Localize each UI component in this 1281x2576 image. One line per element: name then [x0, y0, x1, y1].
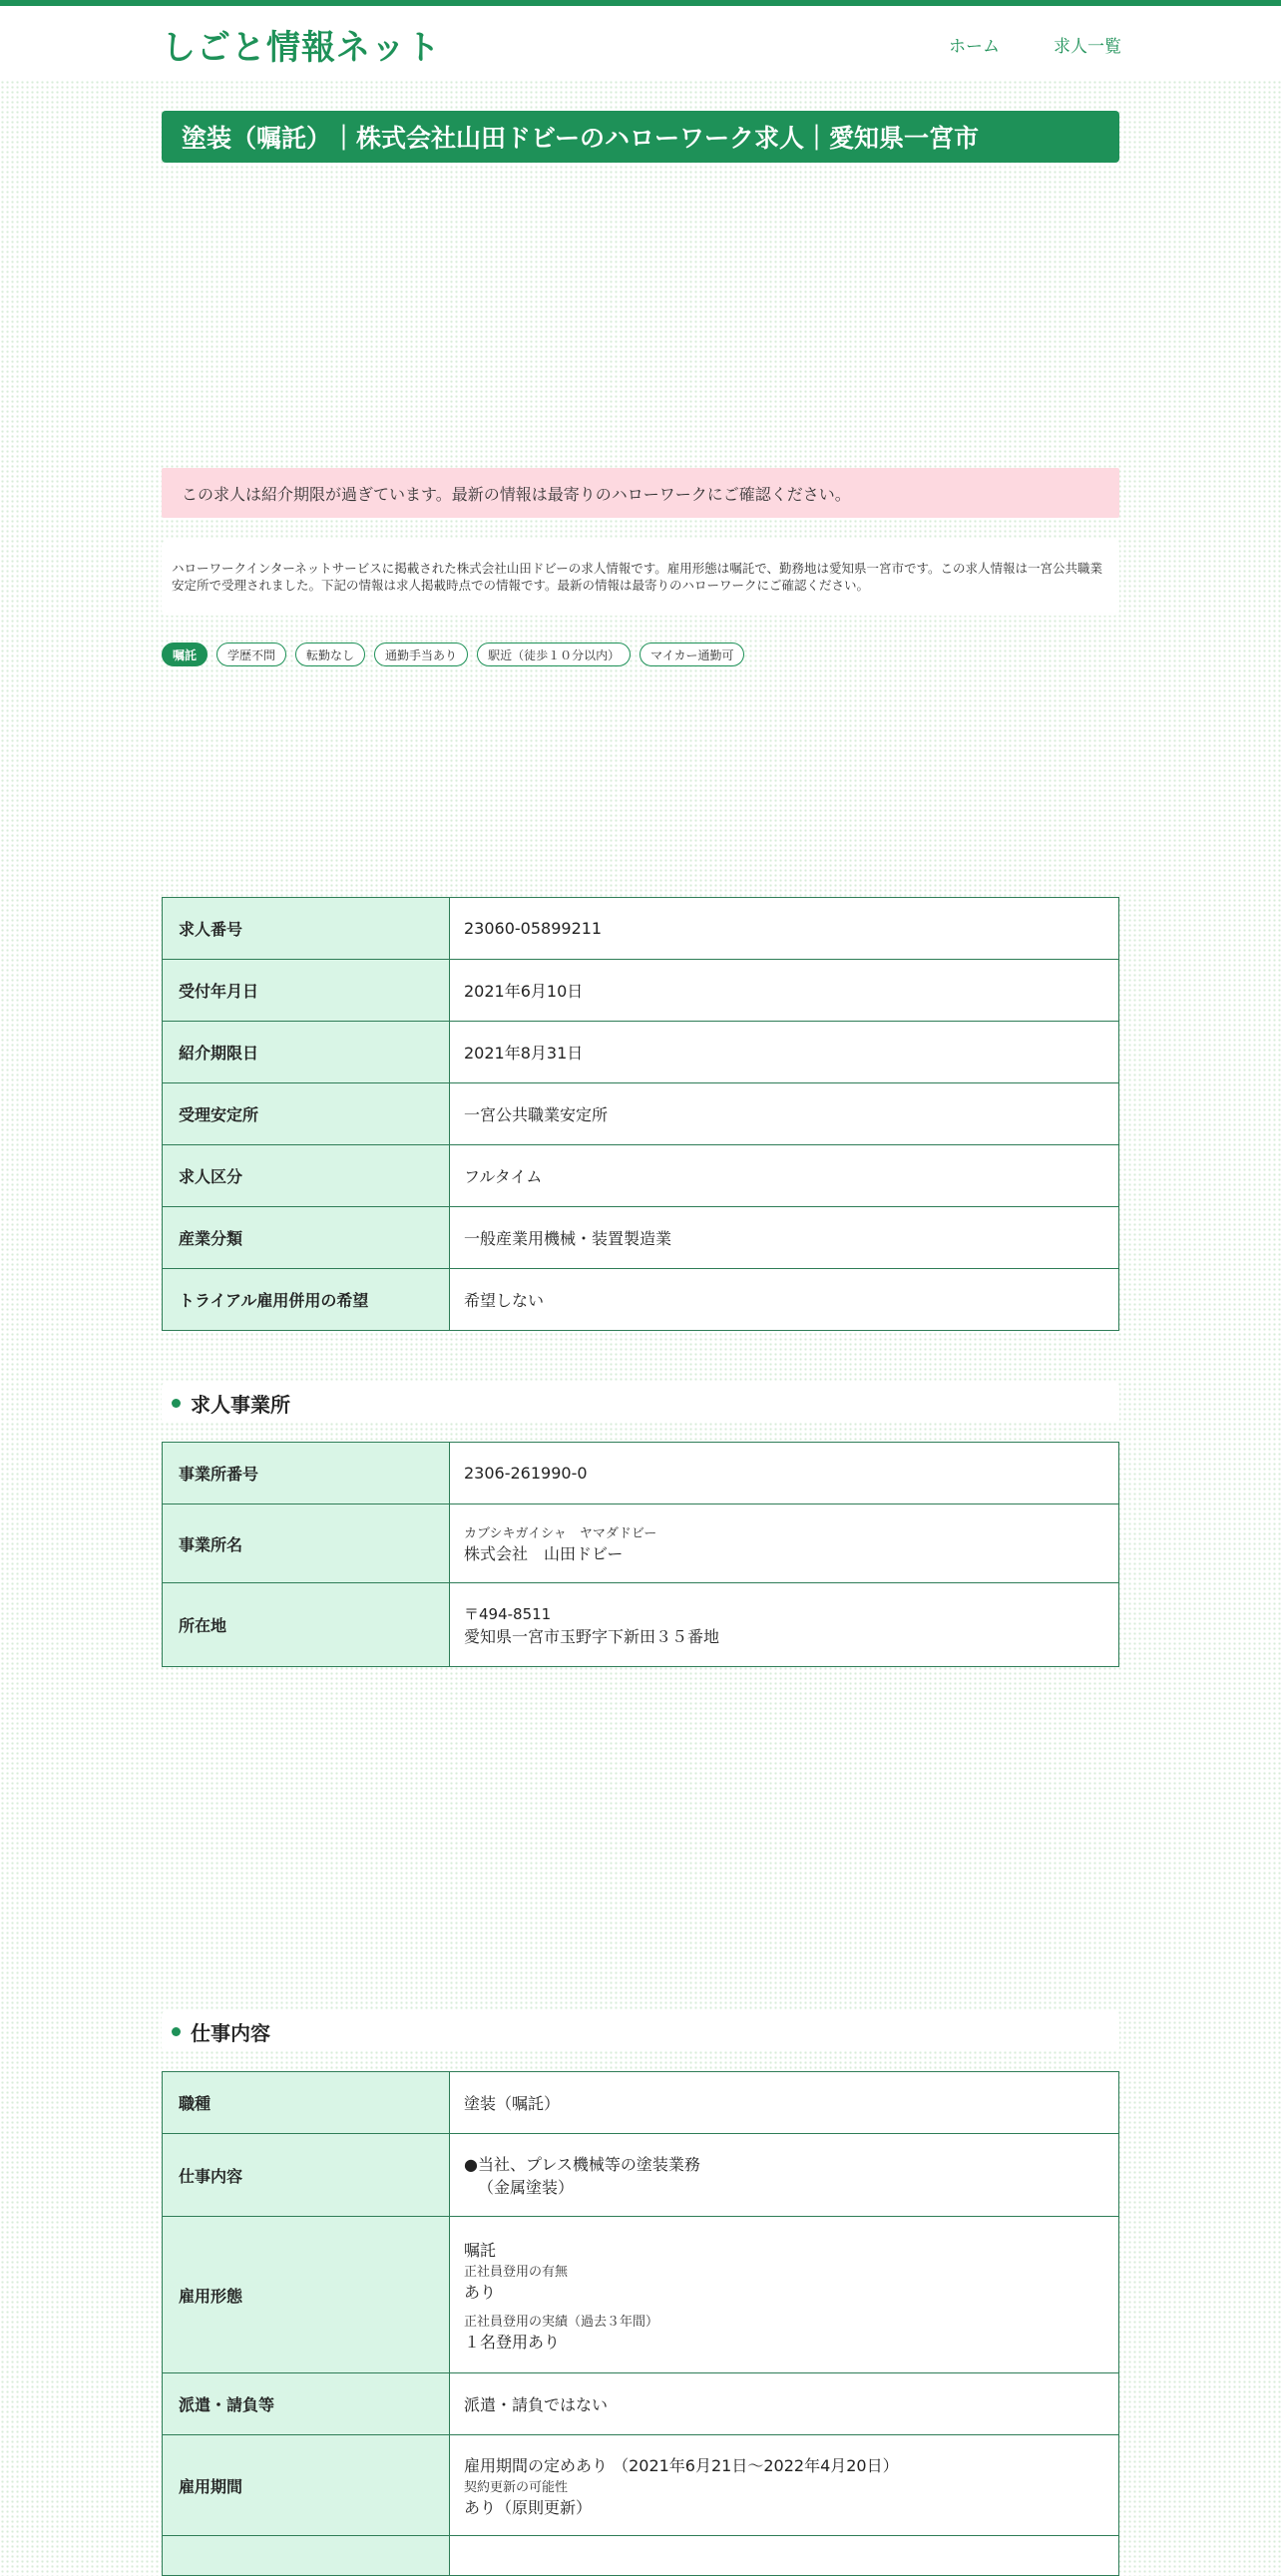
table-row — [163, 2373, 1119, 2435]
row-label: 派遣・請負等 — [163, 2373, 450, 2435]
dispatch-value: 派遣・請負ではない — [450, 2373, 1119, 2435]
regular-record-label: 正社員登用の実績（過去３年間） — [464, 2314, 659, 2330]
job-section-heading — [162, 2011, 1119, 2051]
regular-label: 正社員登用の有無 — [464, 2264, 569, 2280]
office-name-cell — [450, 1504, 1119, 1583]
bullet-dot-icon — [172, 2027, 181, 2036]
table-row — [163, 960, 1119, 1022]
row-label: 受付年月日 — [163, 960, 450, 1022]
table-row — [163, 1022, 1119, 1083]
employer-table — [162, 1442, 1119, 1667]
office-number: 2306-261990-0 — [450, 1443, 1119, 1504]
basic-info-table-wrap — [162, 897, 1119, 1331]
expired-alert: この求人は紹介期限が過ぎています。最新の情報は最寄りのハローワークにご確認ください。 — [162, 468, 1119, 518]
renewal-value: あり（原則更新） — [464, 2497, 593, 2517]
bullet-dot-icon — [172, 1399, 181, 1408]
row-value: フルタイム — [450, 1145, 1119, 1207]
row-value — [450, 2536, 1119, 2576]
row-value: 23060-05899211 — [450, 898, 1119, 960]
intro-text: ハローワークインターネットサービスに掲載された株式会社山田ドビーの求人情報です。雇用形態は嘱託で、勤務地は愛知県一宮市です。この求人情報は一宮公共職業安定所で受理されました。下記の情報は求人掲載時点での情報です。最新の情報は最寄りのハローワークにご確認ください。 — [162, 540, 1119, 616]
table-row — [163, 2217, 1119, 2373]
row-value: 一宮公共職業安定所 — [450, 1083, 1119, 1145]
row-label: トライアル雇用併用の希望 — [163, 1269, 450, 1331]
section-heading-text: 仕事内容 — [191, 2020, 270, 2045]
row-value: 希望しない — [450, 1269, 1119, 1331]
nav-job-list-link[interactable]: 求人一覧 — [1054, 37, 1121, 57]
row-label: 事業所名 — [163, 1504, 450, 1583]
site-logo[interactable]: しごと情報ネット — [162, 28, 441, 68]
row-label: 産業分類 — [163, 1207, 450, 1269]
table-row — [163, 2435, 1119, 2536]
tag-list — [162, 643, 1119, 666]
tag-item: 駅近（徒歩１０分以内） — [477, 643, 631, 666]
site-header — [0, 6, 1281, 80]
tag-item: 転勤なし — [295, 643, 365, 666]
table-row — [163, 1207, 1119, 1269]
table-row — [163, 1504, 1119, 1583]
employment-type: 嘱託 — [464, 2240, 497, 2260]
tag-item: 通勤手当あり — [374, 643, 468, 666]
table-row — [163, 2072, 1119, 2134]
table-row — [163, 2536, 1119, 2576]
row-label: 職種 — [163, 2072, 450, 2134]
office-name: 株式会社 山田ドビー — [464, 1544, 624, 1563]
main-nav — [949, 32, 1121, 57]
row-label — [163, 2536, 450, 2576]
row-label: 事業所番号 — [163, 1443, 450, 1504]
section-heading-text: 求人事業所 — [191, 1392, 290, 1417]
regular-record-value: １名登用あり — [464, 2332, 561, 2352]
job-content-line: ●当社、プレス機械等の塗装業務 — [464, 2155, 700, 2174]
address: 愛知県一宮市玉野字下新田３５番地 — [464, 1626, 720, 1646]
period-cell — [450, 2435, 1119, 2536]
job-table — [162, 2071, 1119, 2576]
postal-code: 〒494-8511 — [464, 1604, 552, 1623]
table-row — [163, 898, 1119, 960]
renewal-label: 契約更新の可能性 — [464, 2479, 569, 2495]
nav-home-link[interactable]: ホーム — [949, 37, 1000, 57]
employer-section-heading — [162, 1383, 1119, 1423]
row-label: 雇用期間 — [163, 2435, 450, 2536]
employer-table-wrap — [162, 1442, 1119, 1667]
page-title: 塗装（嘱託）｜株式会社山田ドビーのハローワーク求人｜愛知県一宮市 — [162, 111, 1119, 163]
table-row — [163, 2134, 1119, 2217]
job-table-wrap — [162, 2071, 1119, 2576]
tag-item: 嘱託 — [162, 643, 208, 666]
regular-value: あり — [464, 2282, 497, 2302]
office-name-kana: カブシキガイシャ ヤマダドビー — [464, 1526, 657, 1541]
row-label: 求人区分 — [163, 1145, 450, 1207]
table-row — [163, 1443, 1119, 1504]
row-value: 2021年8月31日 — [450, 1022, 1119, 1083]
table-row — [163, 1083, 1119, 1145]
table-row — [163, 1145, 1119, 1207]
tag-item: マイカー通勤可 — [640, 643, 744, 666]
employment-cell — [450, 2217, 1119, 2373]
job-type: 塗装（嘱託） — [450, 2072, 1119, 2134]
period-value: 雇用期間の定めあり （2021年6月21日〜2022年4月20日） — [464, 2455, 899, 2475]
table-row — [163, 1269, 1119, 1331]
row-label: 紹介期限日 — [163, 1022, 450, 1083]
table-row — [163, 1583, 1119, 1667]
job-content-line: （金属塗装） — [478, 2178, 575, 2197]
row-label: 所在地 — [163, 1583, 450, 1667]
job-content-cell — [450, 2134, 1119, 2217]
row-label: 受理安定所 — [163, 1083, 450, 1145]
row-label: 仕事内容 — [163, 2134, 450, 2217]
row-label: 雇用形態 — [163, 2217, 450, 2373]
tag-item: 学歴不問 — [216, 643, 286, 666]
row-value: 一般産業用機械・装置製造業 — [450, 1207, 1119, 1269]
basic-info-table — [162, 897, 1119, 1331]
row-label: 求人番号 — [163, 898, 450, 960]
address-cell — [450, 1583, 1119, 1667]
row-value: 2021年6月10日 — [450, 960, 1119, 1022]
